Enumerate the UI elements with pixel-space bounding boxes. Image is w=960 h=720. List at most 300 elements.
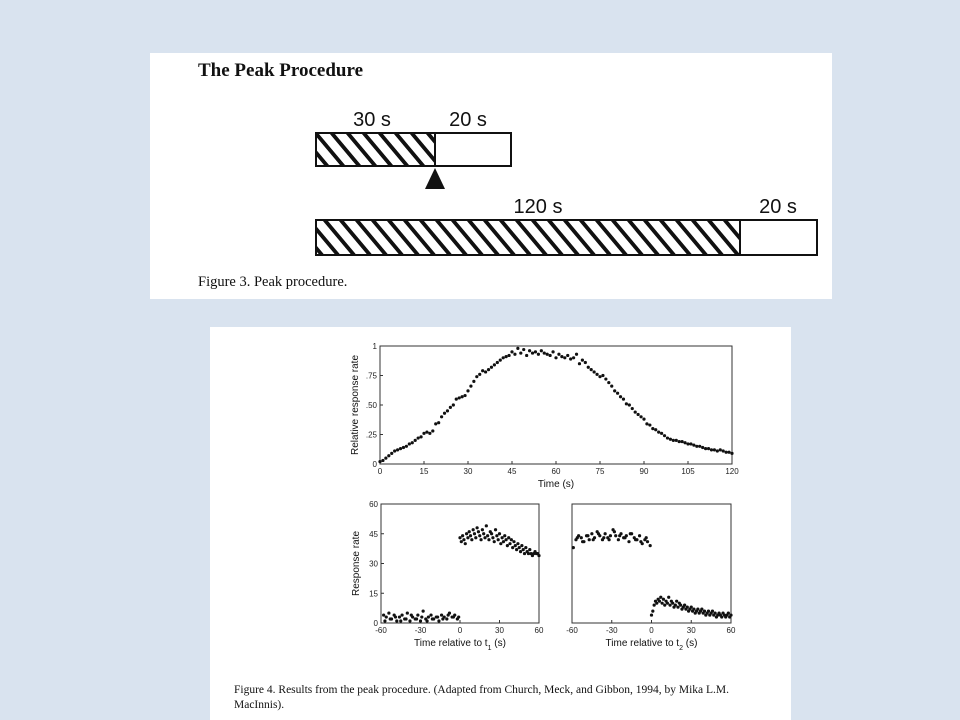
figure-4-panel bbox=[210, 327, 791, 720]
data-point bbox=[464, 542, 467, 545]
data-point bbox=[485, 524, 488, 527]
data-point bbox=[689, 442, 692, 445]
x-tick-label: 0 bbox=[457, 626, 463, 635]
data-point bbox=[666, 602, 669, 605]
data-point bbox=[584, 361, 587, 364]
y-tick-label: 0 bbox=[373, 619, 378, 628]
data-point bbox=[662, 598, 665, 601]
data-point bbox=[458, 396, 461, 399]
data-point bbox=[590, 368, 593, 371]
data-point bbox=[466, 389, 469, 392]
data-point bbox=[581, 359, 584, 362]
data-point bbox=[420, 615, 423, 618]
data-point bbox=[513, 353, 516, 356]
data-point bbox=[516, 542, 519, 545]
data-point bbox=[431, 617, 434, 620]
data-point bbox=[660, 432, 663, 435]
x-tick-label: -30 bbox=[414, 626, 427, 635]
data-point bbox=[588, 538, 591, 541]
data-point bbox=[468, 530, 471, 533]
data-point bbox=[651, 427, 654, 430]
figure-3-title: The Peak Procedure bbox=[198, 60, 363, 81]
data-point bbox=[505, 355, 508, 358]
data-point bbox=[654, 428, 657, 431]
trial1-label-30s: 30 s bbox=[353, 109, 391, 131]
y-tick-label: 60 bbox=[369, 500, 378, 509]
data-point bbox=[678, 440, 681, 443]
data-point bbox=[655, 602, 658, 605]
data-point bbox=[390, 452, 393, 455]
data-point bbox=[729, 613, 732, 616]
data-point bbox=[707, 447, 710, 450]
data-point bbox=[572, 356, 575, 359]
y-tick-label: 0 bbox=[372, 460, 377, 469]
data-point bbox=[462, 538, 465, 541]
data-point bbox=[463, 394, 466, 397]
data-point bbox=[425, 619, 428, 622]
data-point bbox=[608, 538, 611, 541]
data-point bbox=[602, 536, 605, 539]
data-point bbox=[501, 536, 504, 539]
data-point bbox=[523, 552, 526, 555]
data-point bbox=[528, 349, 531, 352]
data-point bbox=[609, 534, 612, 537]
data-point bbox=[683, 441, 686, 444]
data-point bbox=[411, 441, 414, 444]
data-point bbox=[461, 534, 464, 537]
data-point bbox=[537, 554, 540, 557]
data-point bbox=[443, 412, 446, 415]
data-point bbox=[546, 353, 549, 356]
data-point bbox=[586, 534, 589, 537]
data-point bbox=[686, 442, 689, 445]
data-point bbox=[476, 526, 479, 529]
data-point bbox=[414, 439, 417, 442]
data-point bbox=[590, 532, 593, 535]
data-point bbox=[551, 350, 554, 353]
x-tick-label: 105 bbox=[681, 467, 695, 476]
y-tick-label: .50 bbox=[365, 401, 377, 410]
data-point bbox=[481, 369, 484, 372]
data-point bbox=[549, 354, 552, 357]
data-point bbox=[595, 373, 598, 376]
data-point bbox=[502, 356, 505, 359]
data-point bbox=[434, 422, 437, 425]
data-point bbox=[408, 442, 411, 445]
data-point bbox=[698, 445, 701, 448]
data-point bbox=[389, 617, 392, 620]
data-point bbox=[525, 354, 528, 357]
x-axis-label: Time relative to $t_2$ (s) bbox=[605, 638, 698, 652]
data-point bbox=[399, 447, 402, 450]
data-point bbox=[710, 448, 713, 451]
data-point bbox=[449, 406, 452, 409]
data-point bbox=[402, 446, 405, 449]
plot-frame bbox=[380, 346, 732, 464]
data-point bbox=[506, 544, 509, 547]
reinforcement-triangle bbox=[425, 168, 445, 189]
data-point bbox=[616, 392, 619, 395]
data-point bbox=[575, 353, 578, 356]
data-point bbox=[701, 446, 704, 449]
data-point bbox=[714, 611, 717, 614]
data-point bbox=[405, 445, 408, 448]
data-point bbox=[481, 528, 484, 531]
data-point bbox=[531, 351, 534, 354]
data-point bbox=[659, 596, 662, 599]
data-point bbox=[381, 459, 384, 462]
data-point bbox=[498, 532, 501, 535]
data-point bbox=[437, 421, 440, 424]
data-point bbox=[490, 366, 493, 369]
data-point bbox=[651, 610, 654, 613]
data-point bbox=[679, 604, 682, 607]
data-point bbox=[653, 604, 656, 607]
data-point bbox=[396, 448, 399, 451]
data-point bbox=[711, 610, 714, 613]
data-point bbox=[385, 615, 388, 618]
data-point bbox=[398, 615, 401, 618]
y-tick-label: 1 bbox=[372, 342, 377, 351]
data-point bbox=[637, 413, 640, 416]
chart-2 bbox=[351, 500, 544, 652]
trial2-label-20s: 20 s bbox=[759, 196, 797, 218]
data-point bbox=[528, 548, 531, 551]
data-point bbox=[648, 423, 651, 426]
data-point bbox=[522, 548, 525, 551]
data-point bbox=[425, 431, 428, 434]
data-point bbox=[578, 362, 581, 365]
data-point bbox=[383, 619, 386, 622]
data-point bbox=[593, 370, 596, 373]
data-point bbox=[486, 534, 489, 537]
data-point bbox=[522, 348, 525, 351]
data-point bbox=[543, 351, 546, 354]
data-point bbox=[628, 403, 631, 406]
chart-1 bbox=[350, 342, 739, 490]
x-tick-label: 60 bbox=[726, 626, 736, 635]
data-point bbox=[493, 540, 496, 543]
data-point bbox=[727, 611, 730, 614]
extinction-20s-bar bbox=[435, 133, 511, 166]
data-point bbox=[675, 600, 678, 603]
x-tick-label: 30 bbox=[463, 467, 473, 476]
data-point bbox=[618, 534, 621, 537]
chart-3 bbox=[566, 504, 736, 652]
data-point bbox=[416, 613, 419, 616]
y-tick-label: .75 bbox=[365, 371, 377, 381]
data-point bbox=[516, 347, 519, 350]
data-point bbox=[520, 544, 523, 547]
data-point bbox=[649, 544, 652, 547]
data-point bbox=[695, 445, 698, 448]
data-point bbox=[431, 429, 434, 432]
data-point bbox=[428, 432, 431, 435]
data-point bbox=[668, 604, 671, 607]
data-point bbox=[638, 534, 641, 537]
trial1-label-20s: 20 s bbox=[449, 109, 487, 131]
data-point bbox=[617, 538, 620, 541]
peak-120s-hatched-bar bbox=[316, 220, 740, 255]
data-point bbox=[676, 606, 679, 609]
data-point bbox=[387, 454, 390, 457]
x-tick-label: 75 bbox=[595, 467, 605, 476]
data-point bbox=[399, 619, 402, 622]
data-point bbox=[472, 528, 475, 531]
data-point bbox=[604, 532, 607, 535]
data-point bbox=[672, 439, 675, 442]
data-point bbox=[469, 534, 472, 537]
data-point bbox=[473, 532, 476, 535]
data-point bbox=[619, 395, 622, 398]
data-point bbox=[727, 451, 730, 454]
data-point bbox=[491, 536, 494, 539]
data-point bbox=[707, 610, 710, 613]
figure-4-caption: Figure 4. Results from the peak procedure. (Adapted from Church, Meck, and Gibbon, 1994, by Mika L.M. MacInnis). bbox=[234, 684, 730, 711]
data-point bbox=[667, 596, 670, 599]
data-point bbox=[537, 353, 540, 356]
data-point bbox=[483, 536, 486, 539]
data-point bbox=[422, 610, 425, 613]
data-point bbox=[639, 415, 642, 418]
data-point bbox=[554, 356, 557, 359]
data-point bbox=[395, 619, 398, 622]
data-point bbox=[646, 540, 649, 543]
data-point bbox=[519, 351, 522, 354]
data-point bbox=[692, 608, 695, 611]
x-tick-label: 30 bbox=[495, 626, 504, 635]
data-point bbox=[519, 550, 522, 553]
fi-30s-hatched-bar bbox=[316, 133, 435, 166]
data-point bbox=[479, 538, 482, 541]
data-point bbox=[499, 359, 502, 362]
data-point bbox=[671, 602, 674, 605]
data-point bbox=[452, 615, 455, 618]
data-point bbox=[613, 530, 616, 533]
data-point bbox=[466, 536, 469, 539]
data-point bbox=[592, 538, 595, 541]
data-point bbox=[504, 538, 507, 541]
x-tick-label: -60 bbox=[375, 626, 387, 635]
trial2-label-120s: 120 s bbox=[513, 196, 563, 218]
data-point bbox=[440, 415, 443, 418]
x-tick-label: 30 bbox=[686, 626, 696, 635]
data-point bbox=[696, 608, 699, 611]
data-point bbox=[445, 617, 448, 620]
data-point bbox=[657, 431, 660, 434]
data-point bbox=[393, 449, 396, 452]
x-tick-label: 0 bbox=[377, 467, 383, 476]
data-point bbox=[494, 528, 497, 531]
data-point bbox=[607, 381, 610, 384]
data-point bbox=[629, 532, 632, 535]
plot-frame bbox=[572, 504, 731, 623]
data-point bbox=[613, 389, 616, 392]
data-point bbox=[419, 619, 422, 622]
data-point bbox=[474, 536, 477, 539]
data-point bbox=[406, 611, 409, 614]
data-point bbox=[507, 536, 510, 539]
y-axis-label: Relative response rate bbox=[350, 354, 361, 456]
plot-frame bbox=[381, 504, 539, 623]
data-point bbox=[730, 452, 733, 455]
data-point bbox=[700, 608, 703, 611]
data-point bbox=[703, 610, 706, 613]
data-point bbox=[507, 354, 510, 357]
data-point bbox=[675, 439, 678, 442]
data-point bbox=[650, 613, 653, 616]
data-point bbox=[499, 542, 502, 545]
y-tick-label: 15 bbox=[369, 589, 378, 599]
data-point bbox=[490, 532, 493, 535]
data-point bbox=[487, 368, 490, 371]
data-point bbox=[634, 410, 637, 413]
x-tick-label: 0 bbox=[649, 626, 654, 635]
data-point bbox=[410, 613, 413, 616]
data-point bbox=[627, 540, 630, 543]
data-point bbox=[460, 540, 463, 543]
data-point bbox=[394, 615, 397, 618]
data-point bbox=[477, 530, 480, 533]
data-point bbox=[408, 619, 411, 622]
data-point bbox=[722, 449, 725, 452]
data-point bbox=[510, 350, 513, 353]
data-point bbox=[690, 606, 693, 609]
data-point bbox=[502, 540, 505, 543]
data-point bbox=[387, 611, 390, 614]
data-point bbox=[642, 418, 645, 421]
data-point bbox=[469, 385, 472, 388]
data-point bbox=[645, 422, 648, 425]
data-point bbox=[666, 436, 669, 439]
data-point bbox=[404, 617, 407, 620]
data-point bbox=[692, 444, 695, 447]
data-point bbox=[455, 398, 458, 401]
data-point bbox=[580, 536, 583, 539]
x-tick-label: 45 bbox=[507, 467, 517, 476]
data-point bbox=[487, 538, 490, 541]
data-point bbox=[604, 377, 607, 380]
data-point bbox=[440, 613, 443, 616]
data-point bbox=[634, 538, 637, 541]
data-point bbox=[581, 540, 584, 543]
data-point bbox=[587, 366, 590, 369]
peak-results-charts bbox=[210, 327, 791, 677]
data-point bbox=[614, 534, 617, 537]
data-point bbox=[436, 615, 439, 618]
data-point bbox=[661, 602, 664, 605]
data-point bbox=[458, 536, 461, 539]
data-point bbox=[563, 356, 566, 359]
figure-3-panel bbox=[150, 53, 832, 299]
data-point bbox=[461, 395, 464, 398]
data-point bbox=[447, 613, 450, 616]
data-point bbox=[422, 432, 425, 435]
data-point bbox=[437, 619, 440, 622]
data-point bbox=[566, 354, 569, 357]
y-tick-label: 30 bbox=[369, 559, 378, 569]
data-point bbox=[518, 546, 521, 549]
data-point bbox=[427, 615, 430, 618]
data-point bbox=[598, 375, 601, 378]
data-point bbox=[457, 615, 460, 618]
data-point bbox=[514, 544, 517, 547]
data-point bbox=[515, 548, 518, 551]
peak-procedure-diagram bbox=[150, 53, 832, 299]
x-tick-label: 120 bbox=[725, 467, 739, 476]
data-point bbox=[496, 361, 499, 364]
data-point bbox=[446, 409, 449, 412]
y-axis-label: Response rate bbox=[351, 530, 362, 597]
data-point bbox=[639, 540, 642, 543]
data-point bbox=[495, 534, 498, 537]
data-point bbox=[681, 440, 684, 443]
data-point bbox=[511, 546, 514, 549]
x-tick-label: 60 bbox=[534, 626, 544, 635]
data-point bbox=[524, 546, 527, 549]
data-point bbox=[725, 451, 728, 454]
data-point bbox=[631, 407, 634, 410]
data-point bbox=[674, 604, 677, 607]
extinction-20s-bar-2 bbox=[740, 220, 817, 255]
data-point bbox=[470, 538, 473, 541]
data-point bbox=[382, 613, 385, 616]
data-point bbox=[540, 349, 543, 352]
x-tick-label: 90 bbox=[639, 467, 649, 476]
data-point bbox=[669, 438, 672, 441]
data-point bbox=[622, 398, 625, 401]
data-point bbox=[683, 604, 686, 607]
data-point bbox=[704, 447, 707, 450]
figure-3-caption: Figure 3. Peak procedure. bbox=[198, 274, 348, 290]
data-point bbox=[719, 448, 722, 451]
data-point bbox=[534, 350, 537, 353]
data-point bbox=[572, 546, 575, 549]
data-point bbox=[429, 613, 432, 616]
data-point bbox=[601, 374, 604, 377]
data-point bbox=[415, 617, 418, 620]
data-point bbox=[658, 600, 661, 603]
data-point bbox=[508, 542, 511, 545]
data-point bbox=[686, 606, 689, 609]
x-tick-label: -60 bbox=[566, 626, 578, 635]
data-point bbox=[384, 457, 387, 460]
data-point bbox=[417, 436, 420, 439]
data-point bbox=[497, 538, 500, 541]
y-tick-label: .25 bbox=[365, 430, 377, 440]
x-tick-label: -30 bbox=[605, 626, 618, 635]
data-point bbox=[465, 532, 468, 535]
data-point bbox=[441, 617, 444, 620]
data-point bbox=[663, 604, 666, 607]
data-point bbox=[716, 449, 719, 452]
data-point bbox=[419, 435, 422, 438]
data-point bbox=[378, 460, 381, 463]
x-tick-label: 15 bbox=[419, 467, 429, 476]
data-point bbox=[478, 373, 481, 376]
data-point bbox=[510, 538, 513, 541]
x-axis-label: Time (s) bbox=[537, 479, 575, 490]
data-point bbox=[493, 363, 496, 366]
y-tick-label: 45 bbox=[369, 529, 378, 539]
data-point bbox=[484, 370, 487, 373]
data-point bbox=[478, 534, 481, 537]
data-point bbox=[503, 534, 506, 537]
data-point bbox=[569, 357, 572, 360]
data-point bbox=[512, 540, 515, 543]
data-point bbox=[645, 536, 648, 539]
data-point bbox=[557, 353, 560, 356]
